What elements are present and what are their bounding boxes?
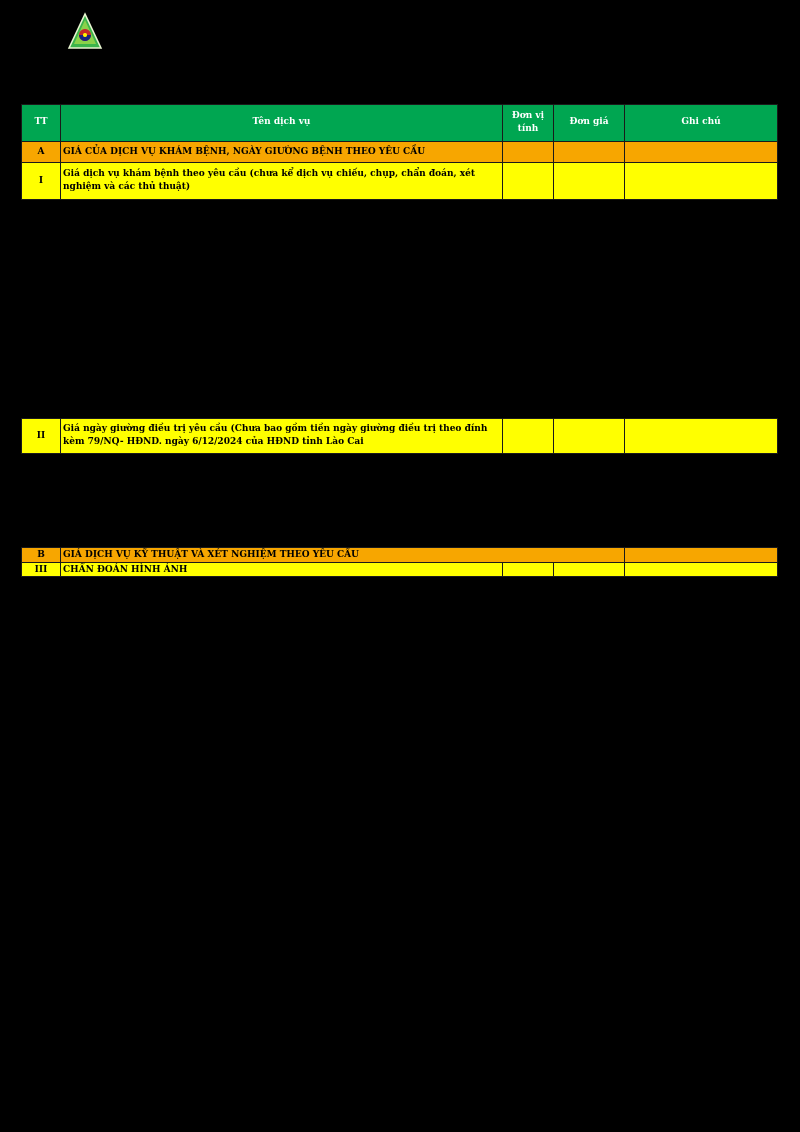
price-table-section-b bbox=[21, 547, 778, 577]
row-unit bbox=[503, 163, 554, 200]
hospital-logo-triangle-icon bbox=[67, 12, 103, 50]
table-gap bbox=[22, 200, 778, 419]
row-tt: A bbox=[22, 142, 61, 163]
row-unit bbox=[503, 142, 554, 163]
table-row-subsection-iii bbox=[22, 563, 778, 577]
row-service-name: Giá dịch vụ khám bệnh theo yêu cầu (chưa kể dịch vụ chiếu, chụp, chẩn đoán, xét nghiệm và các thủ thuật) bbox=[61, 163, 503, 200]
header-unit bbox=[503, 105, 554, 142]
header-note: Ghi chú bbox=[625, 105, 778, 142]
table-row-subsection-ii bbox=[22, 419, 778, 454]
row-tt: I bbox=[22, 163, 61, 200]
row-note bbox=[625, 563, 778, 577]
row-note bbox=[625, 142, 778, 163]
price-table bbox=[21, 104, 778, 454]
row-price bbox=[554, 142, 625, 163]
row-price bbox=[554, 563, 625, 577]
header-unit-line1: Đơn vị bbox=[511, 110, 545, 121]
row-note bbox=[625, 163, 778, 200]
row-service-name: Giá ngày giường điều trị yêu cầu (Chưa bao gồm tiền ngày giường điều trị theo đính kèm 79/NQ- HĐND. ngày 6/12/2024 của HĐND tỉnh Lào Cai bbox=[61, 419, 503, 454]
header-tt: TT bbox=[22, 105, 61, 142]
row-tt: III bbox=[22, 563, 61, 577]
table-header-row bbox=[22, 105, 778, 142]
table-row-section-a bbox=[22, 142, 778, 163]
row-price bbox=[554, 163, 625, 200]
row-tt: II bbox=[22, 419, 61, 454]
header-price: Đơn giá bbox=[554, 105, 625, 142]
row-tt: B bbox=[22, 548, 61, 563]
table-row-subsection-i bbox=[22, 163, 778, 200]
row-service-name: GIÁ CỦA DỊCH VỤ KHÁM BỆNH, NGÀY GIƯỜNG BỆNH THEO YÊU CẦU bbox=[61, 142, 503, 163]
row-service-name: CHẨN ĐOÁN HÌNH ẢNH bbox=[61, 563, 503, 577]
row-unit bbox=[503, 563, 554, 577]
row-service-name: GIÁ DỊCH VỤ KỸ THUẬT VÀ XÉT NGHIỆM THEO YÊU CẦU bbox=[61, 548, 625, 563]
row-note bbox=[625, 548, 778, 563]
hospital-logo bbox=[67, 12, 103, 50]
table-row-section-b bbox=[22, 548, 778, 563]
row-unit bbox=[503, 419, 554, 454]
row-price bbox=[554, 419, 625, 454]
header-service-name: Tên dịch vụ bbox=[61, 105, 503, 142]
header-unit-line2: tính bbox=[517, 124, 539, 134]
row-note bbox=[625, 419, 778, 454]
